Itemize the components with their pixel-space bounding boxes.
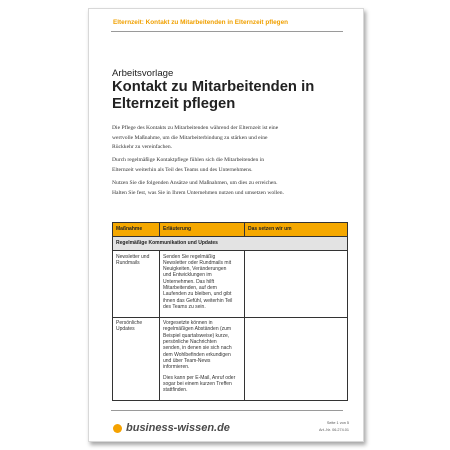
text-line: Laufenden zu bleiben, und gibt [163, 291, 232, 298]
text-line: Durch regelmäßige Kontaktpflege fühlen sich die Mitarbeitenden in [112, 157, 265, 164]
text-line: Persönliche [116, 320, 143, 327]
explanation-cell [160, 251, 245, 318]
table-section-row [113, 237, 348, 251]
implementation-cell[interactable] [245, 317, 348, 400]
text-line: sogar bei einem kurzen Treffen [163, 380, 232, 387]
text-line: wertvolle Maßnahme, um die Mitarbeiterbindung zu stärken und eine [112, 134, 268, 141]
text-line: Halten Sie fest, was Sie in Ihrem Unternehmen nutzen und umsetzen wollen. [112, 189, 284, 196]
text-line: Mitarbeitenden, auf dem [163, 284, 217, 291]
text-line: informieren. [163, 364, 190, 371]
measures-table [112, 222, 348, 401]
text-line: Nutzen Sie die folgenden Ansätze und Maßnahmen, um dies zu erreichen. [112, 179, 278, 186]
footer-meta [319, 420, 349, 434]
table-row [113, 251, 348, 318]
header-implementation: Das setzen wir um [245, 223, 348, 237]
text-line: Rundmails [116, 259, 140, 266]
text-line: dem Wohlbefinden erkundigen [163, 351, 231, 358]
text-line: Elternzeit weiterhin als Teil des Teams und des Unternehmens. [112, 166, 253, 173]
intro-text [112, 124, 344, 202]
text-line: und über Team-News [163, 357, 211, 364]
measure-cell [113, 251, 160, 318]
text-line: ihnen das Gefühl, weiterhin Teil [163, 297, 233, 304]
text-line: und Entwicklungen im [163, 272, 212, 279]
article-number: Art.-Nr. 06.274.01 [319, 428, 349, 432]
header-divider [111, 31, 343, 32]
table-row [113, 317, 348, 400]
text-line: Dies kann per E-Mail, Anruf oder [163, 374, 236, 381]
intro-paragraph [112, 179, 344, 198]
text-line: Senden Sie regelmäßig [163, 253, 216, 260]
text-line: regelmäßigen Abständen (zum [163, 326, 232, 333]
cell-paragraph [163, 254, 241, 311]
text-line: Vorgesetzte können in [163, 320, 213, 327]
text-line: persönliche Nachrichten [163, 339, 217, 346]
page-number: Seite 1 von 5 [326, 421, 349, 425]
header-measure: Maßnahme [113, 223, 160, 237]
header-explanation: Erläuterung [160, 223, 245, 237]
intro-paragraph [112, 124, 344, 153]
document-page [88, 8, 364, 442]
text-line: Unternehmen. Das hilft [163, 278, 215, 285]
title-line: Elternzeit pflegen [112, 96, 236, 112]
section-title: Regelmäßige Kommunikation und Updates [113, 237, 348, 251]
measure-cell [113, 317, 160, 400]
text-line: Updates [116, 326, 135, 333]
text-line: Die Pflege des Kontakts zu Mitarbeitenden während der Elternzeit ist eine [112, 125, 279, 131]
text-line: senden, in denen sie sich nach [163, 345, 232, 352]
document-kicker: Arbeitsvorlage [112, 68, 174, 79]
text-line: stattfinden. [163, 387, 188, 394]
brand-name: business-wissen.de [126, 422, 230, 434]
implementation-cell[interactable] [245, 251, 348, 318]
explanation-cell [160, 317, 245, 400]
text-line: Rückkehr zu vereinfachen. [112, 144, 173, 151]
text-line: Neuigkeiten, Veränderungen [163, 266, 227, 273]
footer-divider [111, 410, 343, 411]
text-line: Newsletter oder Rundmails mit [163, 259, 232, 266]
text-line: Beispiel quartalsweise) kurze, [163, 332, 230, 339]
text-line: Newsletter und [116, 253, 150, 260]
document-title [112, 79, 352, 113]
logo-dot-icon [113, 424, 122, 433]
table-header-row [113, 223, 348, 237]
text-line: des Teams zu sein. [163, 303, 206, 310]
title-line: Kontakt zu Mitarbeitenden in [112, 79, 315, 95]
cell-paragraph [163, 375, 241, 394]
running-header: Elternzeit: Kontakt zu Mitarbeitenden in Elternzeit pflegen [113, 19, 289, 26]
intro-paragraph [112, 156, 344, 175]
cell-paragraph [163, 320, 241, 370]
